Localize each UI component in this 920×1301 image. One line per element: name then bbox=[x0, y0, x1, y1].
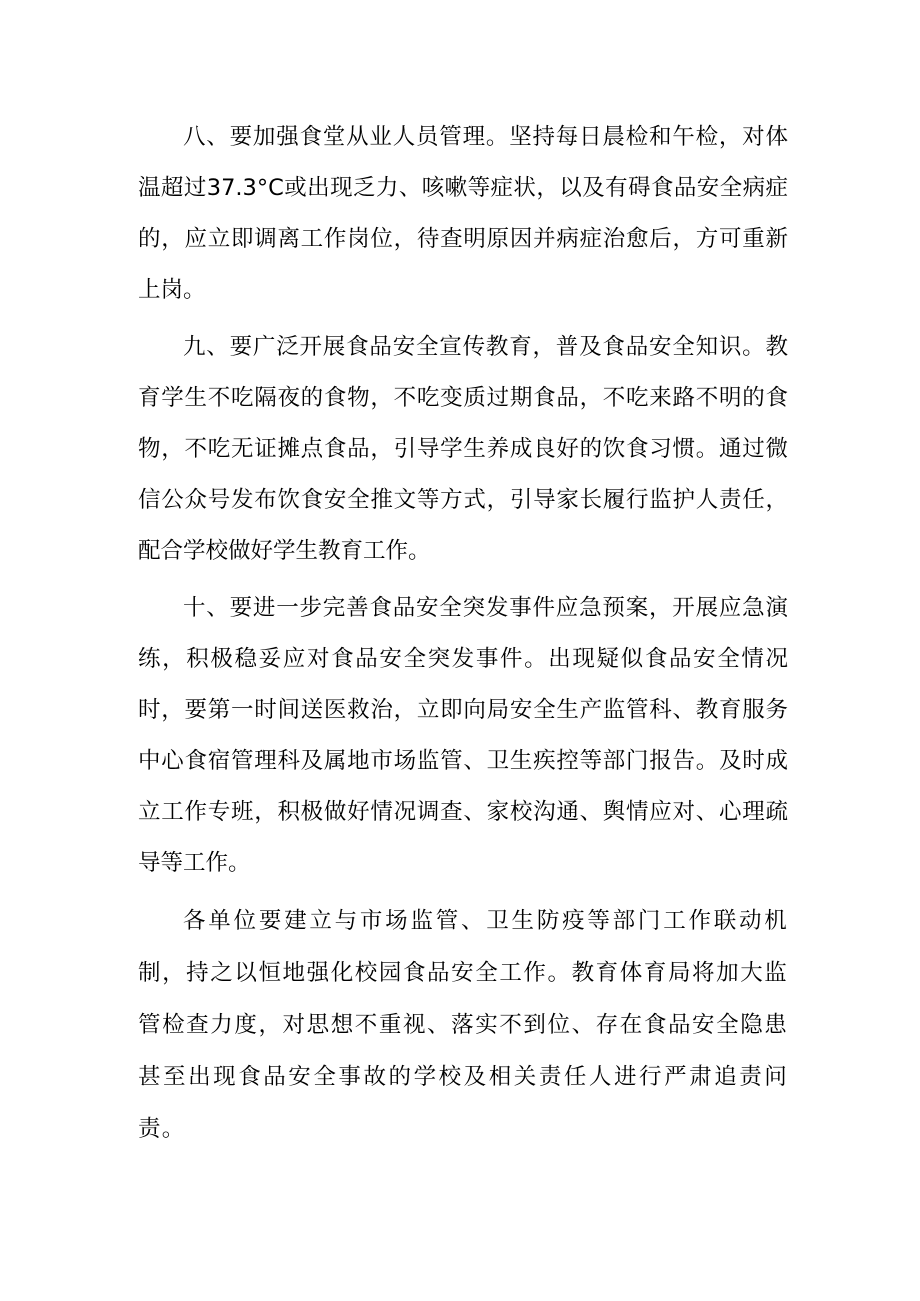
document-body bbox=[138, 112, 788, 1161]
paragraph-item-8: 八、要加强食堂从业人员管理。坚持每日晨检和午检，对体温超过37.3°C或出现乏力、咳嗽等症状，以及有碍食品安全病症的，应立即调离工作岗位，待查明原因并病症治愈后，方可重新上岗。 bbox=[138, 124, 788, 303]
paragraph-item-10: 十、要进一步完善食品安全突发事件应急预案，开展应急演练，积极稳妥应对食品安全突发事件。出现疑似食品安全情况时，要第一时间送医救治，立即向局安全生产监管科、教育服务中心食宿管理科及属地市场监管、卫生疾控等部门报告。及时成立工作专班，积极做好情况调查、家校沟通、舆情应对、心理疏导等工作。 bbox=[138, 595, 788, 876]
paragraph-item-9: 九、要广泛开展食品安全宣传教育，普及食品安全知识。教育学生不吃隔夜的食物，不吃变质过期食品，不吃来路不明的食物，不吃无证摊点食品，引导学生养成良好的饮食习惯。通过微信公众号发布饮食安全推文等方式，引导家长履行监护人责任，配合学校做好学生教育工作。 bbox=[138, 334, 788, 564]
closing-paragraph: 各单位要建立与市场监管、卫生防疫等部门工作联动机制，持之以恒地强化校园食品安全工作。教育体育局将加大监管检查力度，对思想不重视、落实不到位、存在食品安全隐患甚至出现食品安全事故的学校及相关责任人进行严肃追责问责。 bbox=[138, 908, 788, 1142]
